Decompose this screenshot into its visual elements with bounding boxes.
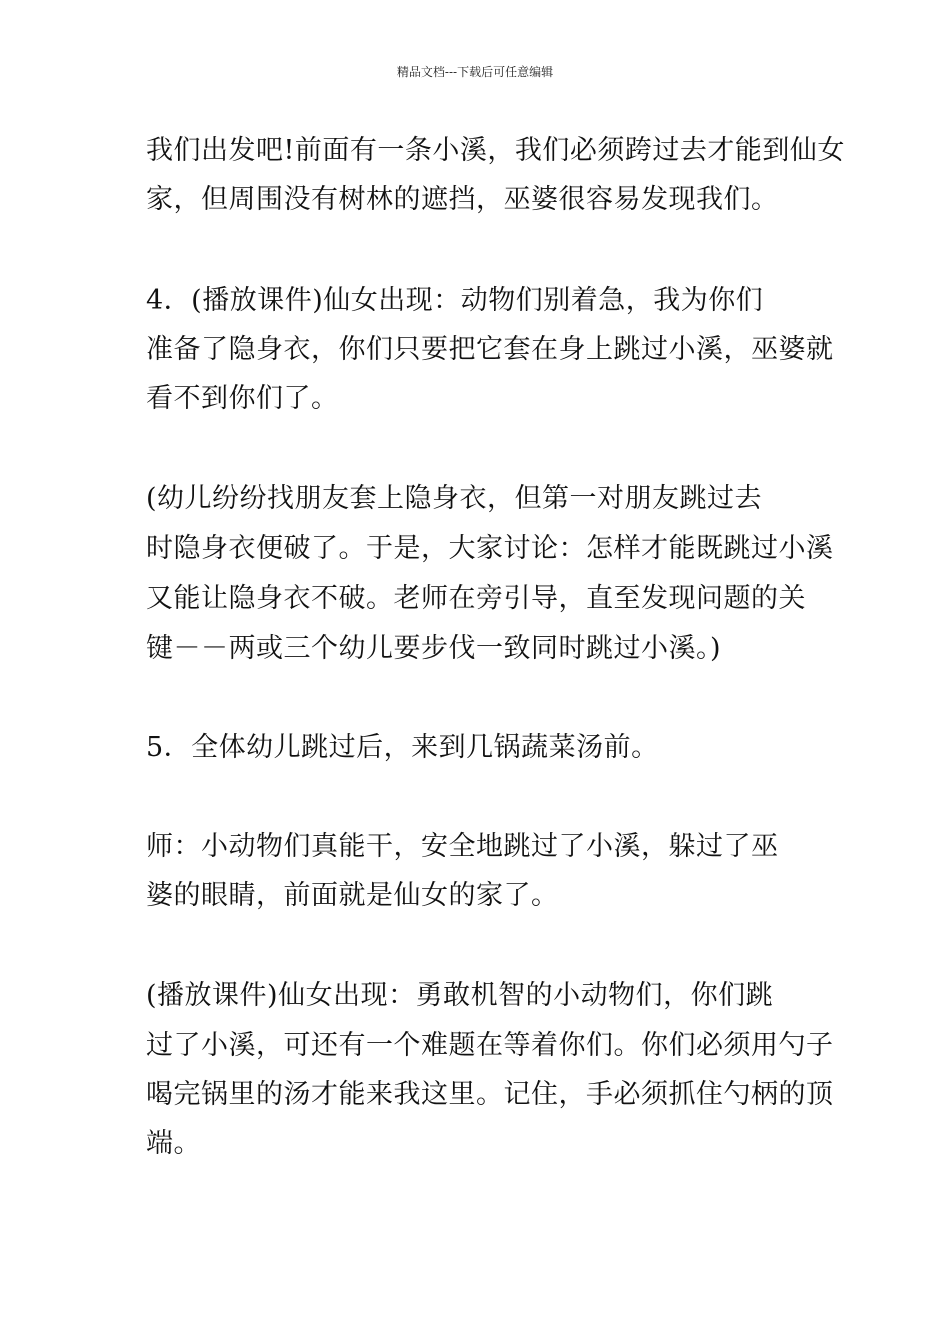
- paragraph-3-line-3: 又能让隐身衣不破。老师在旁引导，直至发现问题的关: [146, 583, 806, 614]
- paragraph-4-line-1: 5．全体幼儿跳过后，来到几锅蔬菜汤前。: [146, 732, 659, 763]
- paragraph-6-line-2: 过了小溪，可还有一个难题在等着你们。你们必须用勺子: [146, 1030, 834, 1061]
- paragraph-2-line-3: 看不到你们了。: [146, 383, 339, 414]
- paragraph-3-line-2: 时隐身衣便破了。于是，大家讨论：怎样才能既跳过小溪: [146, 533, 834, 564]
- paragraph-1-line-1: 我们出发吧!前面有一条小溪，我们必须跨过去才能到仙女: [146, 135, 845, 166]
- paragraph-5-line-1: 师：小动物们真能干，安全地跳过了小溪，躲过了巫: [146, 831, 779, 862]
- paragraph-6-line-4: 端。: [146, 1128, 201, 1159]
- paragraph-5-line-2: 婆的眼睛，前面就是仙女的家了。: [146, 880, 559, 911]
- paragraph-3-line-1: (幼儿纷纷找朋友套上隐身衣，但第一对朋友跳过去: [146, 483, 763, 514]
- paragraph-2-line-1: 4．(播放课件)仙女出现：动物们别着急，我为你们: [146, 285, 764, 316]
- paragraph-6-line-3: 喝完锅里的汤才能来我这里。记住，手必须抓住勺柄的顶: [146, 1079, 834, 1110]
- paragraph-3-line-4: 键－－两或三个幼儿要步伐一致同时跳过小溪。): [146, 633, 722, 664]
- page-header: 精品文档---下载后可任意编辑: [396, 65, 554, 79]
- paragraph-2-line-2: 准备了隐身衣，你们只要把它套在身上跳过小溪，巫婆就: [146, 334, 834, 365]
- paragraph-1-line-2: 家，但周围没有树林的遮挡，巫婆很容易发现我们。: [146, 184, 779, 215]
- paragraph-6-line-1: (播放课件)仙女出现：勇敢机智的小动物们，你们跳: [146, 980, 774, 1011]
